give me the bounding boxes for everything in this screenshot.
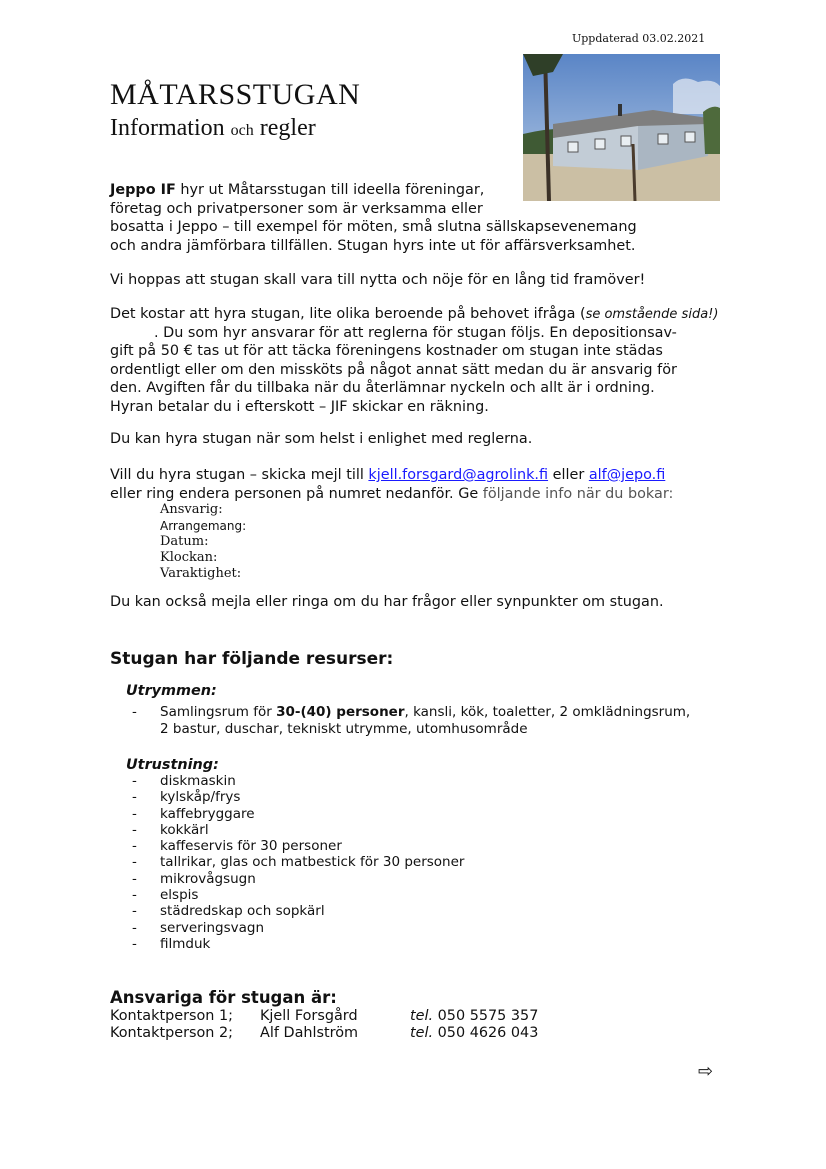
cost-line-1: Det kostar att hyra stugan, lite olika beroende på behovet ifråga ( <box>110 306 586 322</box>
cost-line-6: Hyran betalar du i efterskott – JIF skickar en räkning. <box>110 398 489 415</box>
cost-lines <box>110 305 730 416</box>
resources-heading: Stugan har följande resurser: <box>110 649 394 669</box>
cost-line-2: . Du som hyr ansvarar för att reglerna för stugan följs. En depositionsav- <box>154 324 677 341</box>
spaces-line-2: 2 bastur, duschar, tekniskt utrymme, utomhusområde <box>160 721 528 737</box>
equipment-heading: Utrustning: <box>126 757 219 773</box>
intro-line-2: företag och privatpersoner som är verksamma eller <box>110 200 483 217</box>
email-link-kjell[interactable]: kjell.forsgard@agrolink.fi <box>368 467 549 483</box>
spaces-item <box>132 704 722 738</box>
see-reverse-note: se omstående sida!) <box>585 307 719 322</box>
club-name: Jeppo IF <box>110 182 176 198</box>
responsible-heading: Ansvariga för stugan är: <box>110 988 337 1007</box>
field-ansvarig: Ansvarig: <box>160 502 223 517</box>
contact-role: Kontaktperson 2; <box>110 1025 233 1041</box>
spaces-capacity: 30-(40) personer <box>276 704 405 720</box>
booking-line-2: eller ring endera personen på numret nedanför. Ge <box>110 485 483 502</box>
cost-line-4: ordentligt eller om den missköts på något annat sätt medan du är ansvarig för <box>110 361 677 378</box>
questions-paragraph: Du kan också mejla eller ringa om du har frågor eller synpunkter om stugan. <box>110 594 664 610</box>
booking-or: eller <box>548 467 589 483</box>
field-datum: Datum: <box>160 534 209 549</box>
subtitle-part-1: Information <box>110 115 225 141</box>
field-klockan: Klockan: <box>160 550 218 565</box>
updated-date: Uppdaterad 03.02.2021 <box>572 32 706 45</box>
spaces-pre: Samlingsrum för <box>160 704 277 720</box>
anytime-paragraph: Du kan hyra stugan när som helst i enlighet med reglerna. <box>110 431 533 447</box>
booking-line-1: Vill du hyra stugan – skicka mejl till <box>110 467 369 483</box>
hope-paragraph: Vi hoppas att stugan skall vara till nytta och nöje för en lång tid framöver! <box>110 272 646 288</box>
spaces-post: , kansli, kök, toaletter, 2 omklädningsrum, <box>404 704 691 720</box>
next-page-arrow-icon: ⇨ <box>698 1061 714 1082</box>
contact-role: Kontaktperson 1; <box>110 1008 233 1024</box>
contact-phone: tel. 050 4626 043 <box>410 1025 539 1041</box>
intro-paragraph <box>110 181 720 255</box>
page-subtitle <box>110 115 316 142</box>
booking-info-prompt: följande info när du bokar: <box>482 485 674 502</box>
spaces-heading: Utrymmen: <box>126 683 217 699</box>
email-link-alf[interactable]: alf@jepo.fi <box>588 467 666 483</box>
intro-line-3: bosatta i Jeppo – till exempel för möten, små slutna sällskapsevenemang <box>110 219 637 235</box>
cost-line-5: den. Avgiften får du tillbaka när du återlämnar nyckeln och allt är i ordning. <box>110 380 655 396</box>
booking-fields <box>160 502 246 582</box>
contact-phone: tel. 050 5575 357 <box>410 1008 539 1024</box>
field-arrangemang: Arrangemang: <box>160 519 247 533</box>
field-varaktighet: Varaktighet: <box>160 566 242 581</box>
contact-name: Alf Dahlström <box>260 1025 359 1041</box>
subtitle-part-2: och <box>230 122 254 139</box>
contact-name: Kjell Forsgård <box>260 1008 358 1024</box>
cost-line-3: gift på 50 € tas ut för att täcka föreningens kostnader om stugan inte städas <box>110 343 663 359</box>
intro-line-1: hyr ut Måtarsstugan till ideella föreningar, <box>175 182 485 198</box>
list-dash: - <box>132 704 137 720</box>
page-title: MÅTARSSTUGAN <box>110 78 361 111</box>
intro-line-4: och andra jämförbara tillfällen. Stugan hyrs inte ut för affärsverksamhet. <box>110 237 636 254</box>
cabin-photo <box>523 54 720 201</box>
subtitle-part-3: regler <box>259 115 316 141</box>
booking-paragraph <box>110 466 720 503</box>
